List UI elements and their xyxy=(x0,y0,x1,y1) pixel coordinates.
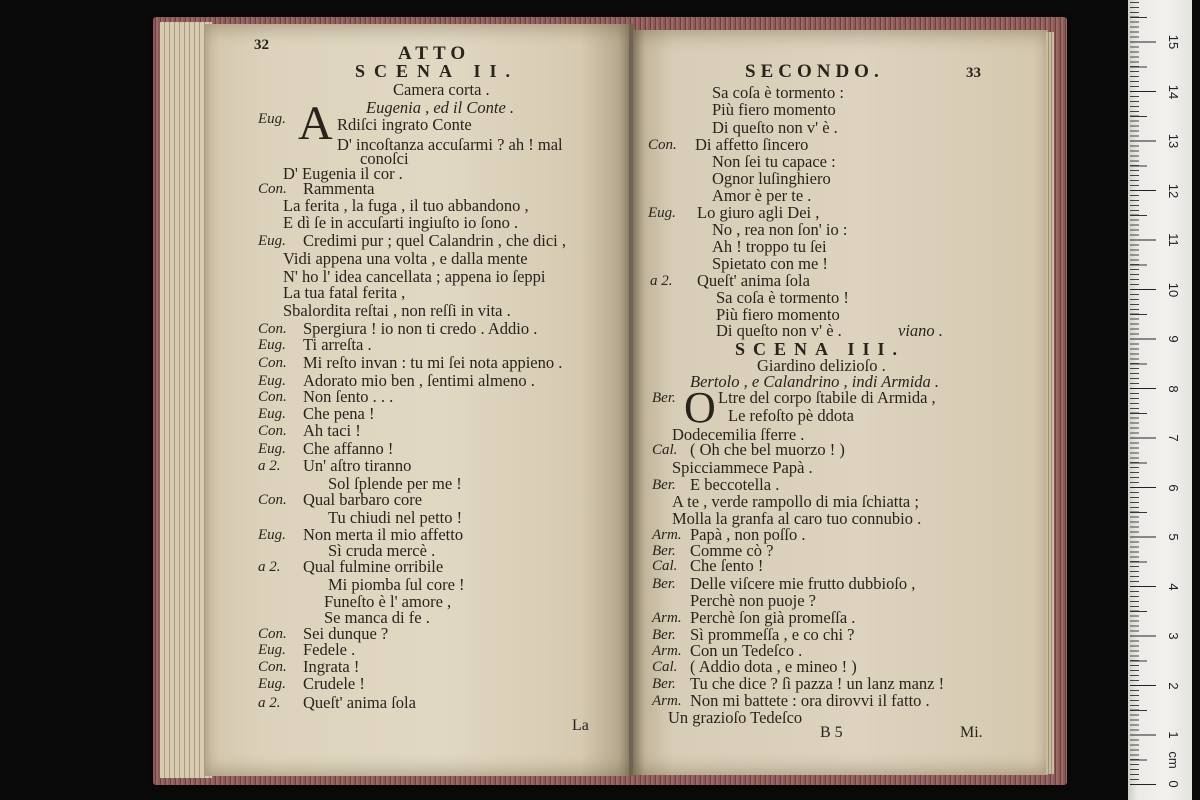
verse-line: Che ſento ! xyxy=(690,556,764,575)
speaker-label: Eug. xyxy=(258,676,286,692)
scene-characters: Bertolo , e Calandrino , indi Armida . xyxy=(690,372,940,391)
speaker-label: Eug. xyxy=(258,527,286,543)
speaker-label: Con. xyxy=(258,492,287,508)
verse-line: Perchè ſon già promeſſa . xyxy=(690,608,856,627)
verse-line: Non merta il mio affetto xyxy=(303,525,464,544)
verse-line: Che affanno ! xyxy=(303,439,394,458)
verse-line: Rdiſci ingrato Conte xyxy=(337,115,472,134)
verse-line: Qual barbaro core xyxy=(303,490,423,509)
ruler-label: 7 xyxy=(1166,434,1181,442)
verse-line: conoſci xyxy=(360,149,409,168)
verse-line: Qual fulmine orribile xyxy=(303,557,444,576)
speaker-label: Con. xyxy=(648,137,677,153)
ruler-label: 5 xyxy=(1166,533,1181,541)
verse-line: A te , verde rampollo di mia ſchiatta ; xyxy=(672,492,919,511)
ruler-label: 8 xyxy=(1166,385,1181,393)
ruler-label: 12 xyxy=(1166,183,1181,199)
scene-heading: SCENA II. xyxy=(355,61,520,81)
verse-line: La tua fatal ferita , xyxy=(283,283,406,302)
verse-line: Papà , non poſſo . xyxy=(690,525,806,544)
verse-line: D' incoſtanza accuſarmi ? ah ! mal xyxy=(337,135,563,154)
speaker-label: Eug. xyxy=(648,205,676,221)
speaker-label: a 2. xyxy=(258,559,281,575)
speaker-label: a 2. xyxy=(258,695,281,711)
speaker-label: Ber. xyxy=(652,543,676,559)
verse-line: Un' aſtro tiranno xyxy=(303,456,412,475)
ruler-label: 1 xyxy=(1166,731,1181,739)
verse-line: Tu chiudi nel petto ! xyxy=(328,508,463,527)
ruler-label: 14 xyxy=(1166,84,1181,100)
verse-line: Crudele ! xyxy=(303,674,365,693)
drop-cap: A xyxy=(298,97,333,150)
verse-line: Di queſto non v' è . xyxy=(716,321,842,340)
verse-line: Con un Tedeſco . xyxy=(690,641,803,660)
speaker-label: Ber. xyxy=(652,390,676,406)
verse-line: Un grazioſo Tedeſco xyxy=(668,708,803,727)
ruler-label: 3 xyxy=(1166,632,1181,640)
speaker-label: Con. xyxy=(258,423,287,439)
verse-line: Fedele . xyxy=(303,640,356,659)
verse-line: Queſt' anima ſola xyxy=(697,271,810,290)
verse-line: Ltre del corpo ſtabile di Armida , xyxy=(718,388,936,407)
verse-line: Amor è per te . xyxy=(712,186,812,205)
speaker-label: a 2. xyxy=(258,458,281,474)
ruler-ticks xyxy=(1130,0,1158,785)
speaker-label: Eug. xyxy=(258,406,286,422)
verse-line: D' Eugenia il cor . xyxy=(283,164,403,183)
verse-line: Sì cruda mercè . xyxy=(328,541,436,560)
scene-setting: Giardino delizioſo . xyxy=(757,356,886,375)
catchword: La xyxy=(572,717,589,734)
verse-line: Ognor luſinghiero xyxy=(712,169,831,188)
verse-line: Comme cò ? xyxy=(690,541,774,560)
verse-line: Non ſento . . . xyxy=(303,387,394,406)
verse-line: E dì ſe in accuſarti ingiuſto io ſono . xyxy=(283,213,519,232)
catchword: Mi. xyxy=(960,724,983,741)
page-number: 32 xyxy=(254,37,269,53)
verse-line: Tu che dice ? ſì pazza ! un lanz manz ! xyxy=(690,674,945,693)
stage-direction: viano . xyxy=(898,321,943,340)
verse-line: Delle viſcere mie frutto dubbioſo , xyxy=(690,574,916,593)
ruler-label: 15 xyxy=(1166,34,1181,50)
speaker-label: Con. xyxy=(258,659,287,675)
ruler-label: 2 xyxy=(1166,682,1181,690)
speaker-label: Ber. xyxy=(652,477,676,493)
speaker-label: Eug. xyxy=(258,642,286,658)
verse-line: Sbalordita reſtai , non reſſi in vita . xyxy=(283,301,511,320)
verse-line: Che pena ! xyxy=(303,404,375,423)
verse-line: ( Oh che bel muorzo ! ) xyxy=(690,440,845,459)
verse-line: Lo giuro agli Dei , xyxy=(697,203,820,222)
verse-line: Credimi pur ; quel Calandrin , che dici , xyxy=(303,231,567,250)
scene-characters: Eugenia , ed il Conte . xyxy=(366,98,515,117)
verse-line: Di queſto non v' è . xyxy=(712,118,838,137)
speaker-label: Arm. xyxy=(652,643,682,659)
speaker-label: Eug. xyxy=(258,233,286,249)
verse-line: Di affetto ſincero xyxy=(695,135,809,154)
drop-cap: O xyxy=(684,383,716,432)
speaker-label: Ber. xyxy=(652,676,676,692)
verse-line: Perchè non puoje ? xyxy=(690,591,816,610)
signature-mark: B 5 xyxy=(820,724,843,741)
scene-heading: SCENA III. xyxy=(735,339,906,359)
verse-line: Molla la granfa al caro tuo connubio . xyxy=(672,509,922,528)
verse-line: Non mi battete : ora dirovvi il fatto . xyxy=(690,691,930,710)
gutter xyxy=(629,24,633,776)
ruler-label: 6 xyxy=(1166,484,1181,492)
verse-line: Spergiura ! io non ti credo . Addio . xyxy=(303,319,538,338)
verse-line: Ah ! troppo tu ſei xyxy=(712,237,827,256)
speaker-label: Eug. xyxy=(258,337,286,353)
speaker-label: Cal. xyxy=(652,558,678,574)
ruler-label: 11 xyxy=(1166,233,1181,247)
speaker-label: Arm. xyxy=(652,693,682,709)
page-number: 33 xyxy=(966,65,981,81)
verse-line: N' ho l' idea cancellata ; appena io ſeppi xyxy=(283,267,546,286)
page-block-edge-right xyxy=(1046,32,1054,774)
verse-line: Spicciammece Papà . xyxy=(672,458,813,477)
speaker-label: a 2. xyxy=(650,273,673,289)
speaker-label: Ber. xyxy=(652,627,676,643)
verse-line: Più fiero momento xyxy=(712,100,836,119)
verse-line: E beccotella . xyxy=(690,475,780,494)
verse-line: Funeſto è l' amore , xyxy=(324,592,452,611)
verse-line: Adorato mio ben , ſentimi almeno . xyxy=(303,371,535,390)
verse-line: Rammenta xyxy=(303,179,375,198)
verse-line: No , rea non ſon' io : xyxy=(712,220,848,239)
verse-line: Spietato con me ! xyxy=(712,254,828,273)
ruler-label: 4 xyxy=(1166,583,1181,591)
speaker-label: Arm. xyxy=(652,527,682,543)
verse-line: La ferita , la fuga , il tuo abbandono , xyxy=(283,196,529,215)
verse-line: Le refoſto pè ddota xyxy=(728,406,854,425)
verse-line: ( Addio dota , e mineo ! ) xyxy=(690,657,857,676)
verse-line: Sa coſa è tormento : xyxy=(712,83,844,102)
ruler-label: 0 xyxy=(1166,780,1181,788)
running-head: SECONDO. xyxy=(745,61,884,82)
verse-line: Mi reſto invan : tu mi ſei nota appieno . xyxy=(303,353,563,372)
verse-line: Sa coſa è tormento ! xyxy=(716,288,849,307)
verse-line: Ah taci ! xyxy=(303,421,361,440)
speaker-label: Con. xyxy=(258,626,287,642)
verse-line: Queſt' anima ſola xyxy=(303,693,416,712)
verse-line: Sei dunque ? xyxy=(303,624,389,643)
verse-line: Vidi appena una volta , e dalla mente xyxy=(283,249,528,268)
speaker-label: Eug. xyxy=(258,111,286,127)
speaker-label: Con. xyxy=(258,321,287,337)
verse-line: Non ſei tu capace : xyxy=(712,152,836,171)
speaker-label: Ber. xyxy=(652,576,676,592)
verse-line: Ingrata ! xyxy=(303,657,360,676)
ruler-label: 9 xyxy=(1166,335,1181,343)
verse-line: Sì prommeſſa , e co chi ? xyxy=(690,625,855,644)
speaker-label: Arm. xyxy=(652,610,682,626)
speaker-label: Cal. xyxy=(652,442,678,458)
speaker-label: Eug. xyxy=(258,441,286,457)
ruler-label: 10 xyxy=(1166,282,1181,298)
speaker-label: Con. xyxy=(258,181,287,197)
ruler-unit: cm xyxy=(1166,751,1181,769)
verse-line: Mi piomba ſul core ! xyxy=(328,575,465,594)
speaker-label: Con. xyxy=(258,389,287,405)
speaker-label: Con. xyxy=(258,355,287,371)
verse-line: Sol ſplende per me ! xyxy=(328,474,462,493)
speaker-label: Cal. xyxy=(652,659,678,675)
speaker-label: Eug. xyxy=(258,373,286,389)
verse-line: Se manca di fe . xyxy=(324,608,430,627)
verse-line: Ti arreſta . xyxy=(303,335,372,354)
verse-line: Più fiero momento xyxy=(716,305,840,324)
ruler-label: 13 xyxy=(1166,133,1181,149)
verse-line: Dodecemilia ſferre . xyxy=(672,425,805,444)
scene-setting: Camera corta . xyxy=(393,80,490,99)
running-head: ATTO xyxy=(398,43,471,64)
